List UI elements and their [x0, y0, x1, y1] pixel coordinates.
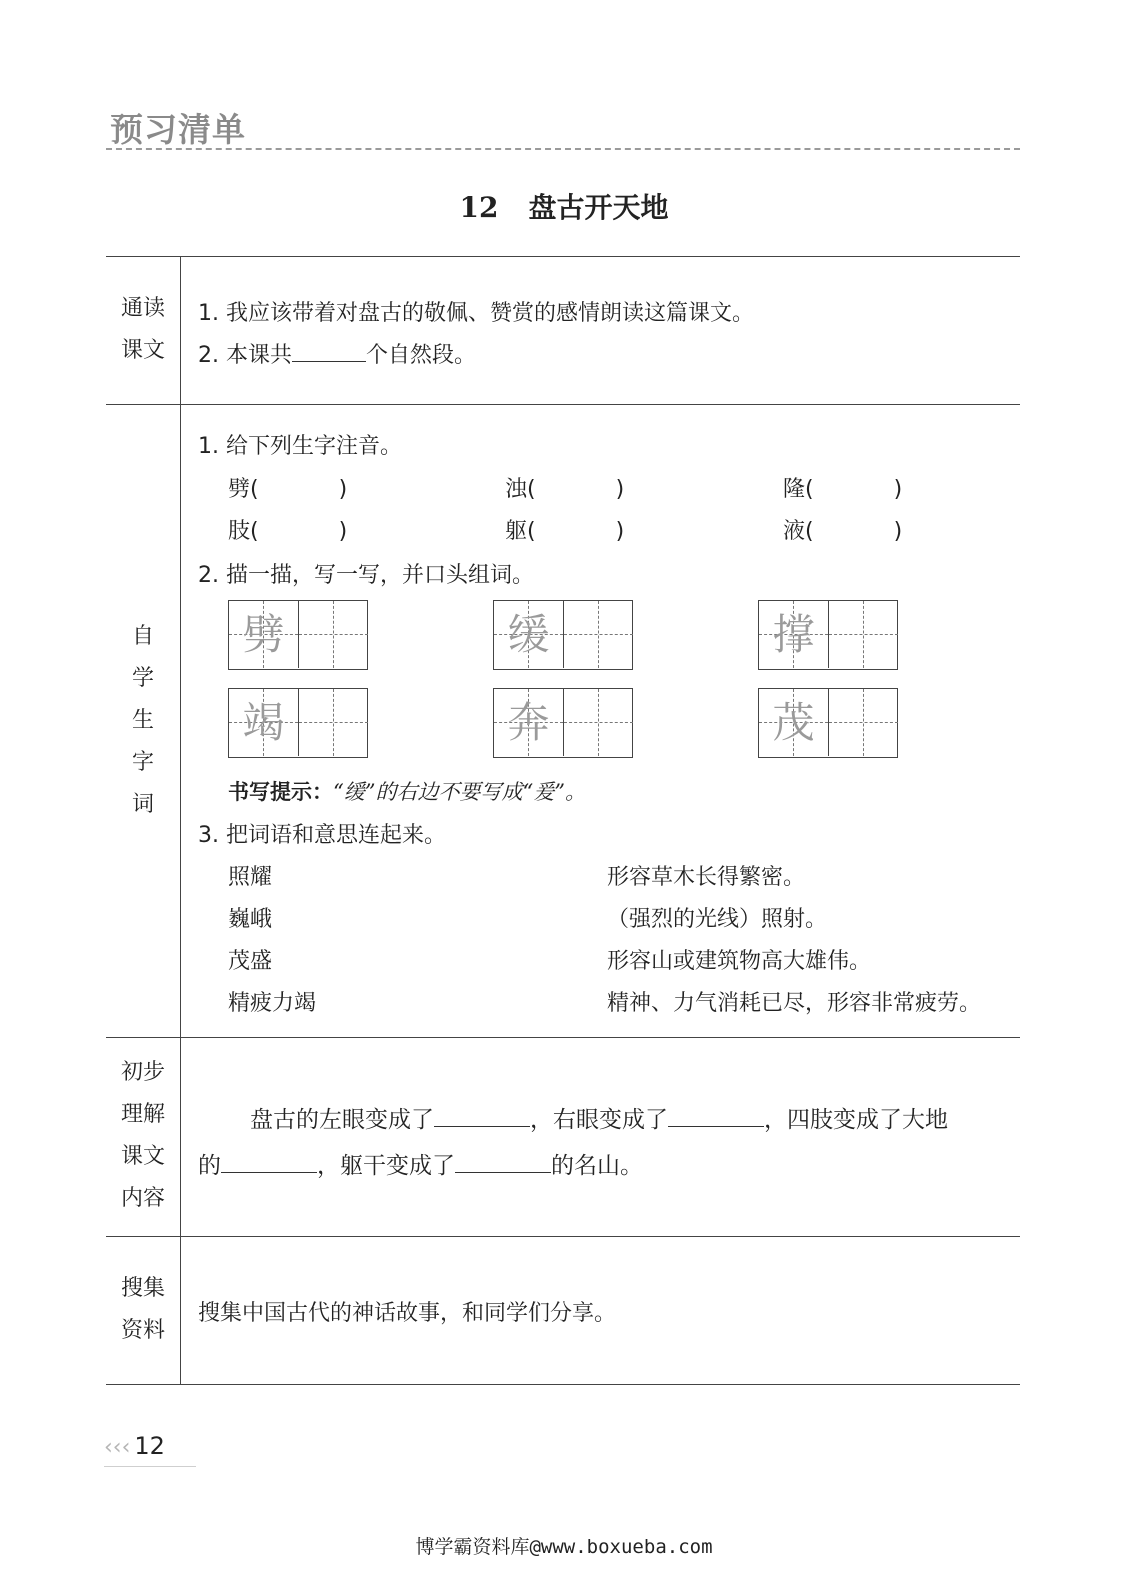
lesson-name: 盘古开天地 [528, 191, 669, 224]
torso-blank[interactable] [455, 1171, 551, 1173]
writing-grid[interactable] [228, 688, 368, 758]
table-row-divider [106, 1037, 1020, 1038]
collect-task: 搜集中国古代的神话故事，和同学们分享。 [198, 1301, 617, 1326]
row-label-collect: 搜集 资料 [120, 1276, 165, 1343]
pinyin-item: 隆( ) [783, 477, 903, 502]
words-question-1: 1. 给下列生字注音。 [198, 434, 402, 459]
words-question-3: 3. 把词语和意思连起来。 [198, 823, 446, 848]
left-eye-blank[interactable] [434, 1125, 530, 1127]
trace-character: 奔 [507, 698, 550, 747]
pinyin-item: 躯( ) [505, 519, 625, 544]
row-label-understand: 初步 理解 课文 内容 [120, 1060, 165, 1211]
lesson-title [0, 186, 1128, 226]
page-number: ‹‹‹ 12 [104, 1432, 165, 1460]
table-row-divider [106, 1236, 1020, 1237]
trace-character: 劈 [242, 610, 285, 659]
writing-grid[interactable] [758, 600, 898, 670]
trace-character: 茂 [772, 698, 815, 747]
header-divider [106, 148, 1020, 150]
section-header-title: 预习清单 [110, 110, 246, 149]
trace-character: 缓 [507, 610, 550, 659]
footer-watermark: 博学霸资料库@www.boxueba.com [415, 1536, 713, 1558]
match-meaning[interactable]: 形容草木长得繁密。 [607, 865, 806, 890]
words-question-2: 2. 描一描，写一写，并口头组词。 [198, 563, 534, 588]
right-eye-blank[interactable] [668, 1125, 764, 1127]
match-word[interactable]: 巍峨 [228, 907, 273, 932]
table-border-top [106, 256, 1020, 257]
understand-line-1: 盘古的左眼变成了 ，右眼变成了 ，四肢变成了大地 [250, 1107, 948, 1133]
match-meaning[interactable]: 形容山或建筑物高大雄伟。 [607, 949, 872, 974]
table-border-bottom [106, 1384, 1020, 1385]
writing-grid[interactable] [493, 600, 633, 670]
lesson-number: 12 [459, 191, 499, 224]
match-meaning[interactable]: 精神、力气消耗已尽，形容非常疲劳。 [607, 991, 982, 1016]
writing-tip: 书写提示：“缓”的右边不要写成“爰”。 [228, 780, 586, 804]
understand-line-2: 的 ，躯干变成了 的名山。 [198, 1153, 643, 1179]
limbs-blank[interactable] [221, 1171, 317, 1173]
match-meaning[interactable]: （强烈的光线）照射。 [607, 907, 828, 932]
pinyin-item: 浊( ) [505, 477, 625, 502]
page-number-rule [104, 1466, 196, 1467]
match-word[interactable]: 精疲力竭 [228, 991, 317, 1016]
read-question-1: 1. 我应该带着对盘古的敬佩、赞赏的感情朗读这篇课文。 [198, 301, 754, 326]
table-row-divider [106, 404, 1020, 405]
pinyin-item: 劈( ) [228, 477, 348, 502]
pinyin-item: 肢( ) [228, 519, 348, 544]
pinyin-item: 液( ) [783, 519, 903, 544]
writing-grid[interactable] [228, 600, 368, 670]
match-word[interactable]: 照耀 [228, 865, 273, 890]
row-label-words: 自 学 生 字 词 [131, 624, 154, 817]
trace-character: 撑 [772, 610, 815, 659]
paragraph-count-blank[interactable] [292, 360, 366, 362]
row-label-read: 通读 课文 [120, 296, 165, 363]
match-word[interactable]: 茂盛 [228, 949, 273, 974]
read-question-2: 2. 本课共 个自然段。 [198, 343, 476, 368]
writing-grid[interactable] [758, 688, 898, 758]
writing-grid[interactable] [493, 688, 633, 758]
trace-character: 竭 [242, 698, 285, 747]
page-arrows-icon: ‹‹‹ [104, 1435, 131, 1460]
table-column-divider [180, 256, 181, 1385]
